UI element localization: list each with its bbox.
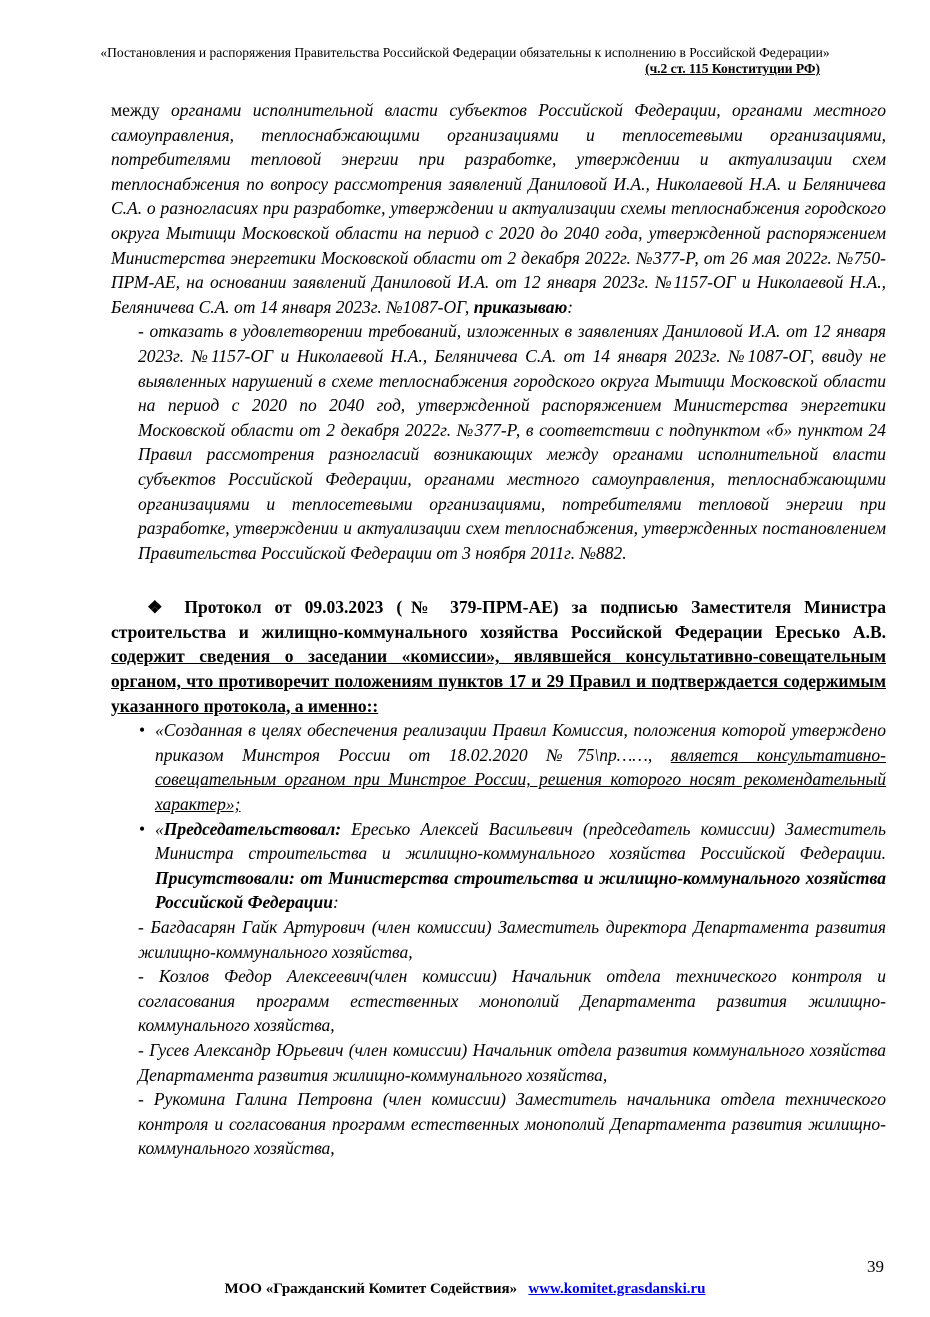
document-body (111, 98, 886, 1161)
footer-org: МОО «Гражданский Комитет Содействия» (224, 1281, 518, 1297)
member-item: - Козлов Федор Алексеевич(член комиссии) Начальник отдела технического контроля и согласования программ естественных монополий Департамента развития жилищно-коммунального хозяйства, (138, 966, 886, 1036)
page-footer (0, 1281, 930, 1298)
chair-label: Председательствовал: (163, 818, 342, 839)
section-protocol (111, 595, 886, 718)
member-item: - Багдасарян Гайк Артурович (член комиссии) Заместитель директора Департамента развития жилищно-коммунального хозяйства, (138, 917, 886, 962)
bullet-icon: • (139, 720, 146, 741)
chair-text: Ересько Алексей Васильевич (председатель комиссии) Заместитель Министра строительства и жилищно-коммунального хозяйства Российской Федерации. (155, 818, 886, 864)
paragraph-preamble (111, 98, 886, 319)
attendees-end: : (333, 892, 339, 913)
paragraph-refusal: - отказать в удовлетворении требований, изложенных в заявлениях Даниловой И.А. от 12 января 2023г. №1157-ОГ и Николаевой Н.А., Беляничева С.А. от 14 января 2023г. №1087-ОГ, ввиду не выявленных нарушений в схеме теплоснабжения городского округа Мытищи Московской области на период с 2020 по 2040 год, утвержденной распоряжением Министерства энергетики Московской области от 2 декабря 2022г. №377-Р, в соответствии с подпунктом «б» пунктом 24 Правил рассмотрения разногласий возникающих между органами исполнительной власти субъектов Российской Федерации, органами местного самоуправления, теплоснабжающими организациями и теплосетевыми организациями, потребителями тепловой энергии при разработке, утверждении и актуализации схем теплоснабжения, утвержденных постановлением Правительства Российской Федерации от 3 ноября 2011г. №882. (138, 321, 886, 563)
page-header-source: (ч.2 ст. 115 Конституции РФ) (645, 61, 820, 76)
protocol-quotes-list (111, 718, 886, 915)
page-header-quote: «Постановления и распоряжения Правительства Российской Федерации обязательны к исполнению в Российской Федерации» (100, 45, 830, 60)
protocol-underlined-text: содержит сведения о заседании «комиссии», являвшейся консультативно-совещательным органом, что противоречит положениям пунктов 17 и 29 Правил и подтверждается содержимым указанного протокола, а именно:: (111, 646, 886, 716)
attendees-label: Присутствовали: от Министерства строительства и жилищно-коммунального хозяйства Российской Федерации (155, 867, 886, 913)
bullet-icon: • (139, 818, 146, 839)
list-item (111, 718, 886, 816)
list-item (111, 817, 886, 915)
quote-underlined: является консультативно-совещательным органом при Минстрое России, решения которого носят рекомендательный характер»; (155, 744, 886, 815)
quote-text: «Созданная в целях обеспечения реализации Правил Комиссия, положения которой утверждено приказом Минстроя России от 18.02.2020 №75\пр……, (155, 720, 886, 765)
page-number: 39 (867, 1257, 884, 1276)
preamble-lead: между (111, 100, 171, 120)
footer-website-link[interactable]: www.komitet.grasdanski.ru (528, 1281, 706, 1297)
preamble-end: : (567, 296, 574, 317)
protocol-plain-text: Протокол от 09.03.2023 (№ 379-ПРМ-АЕ) за подписью Заместителя Министра строительства и жилищно-коммунального хозяйства Российской Федерации Ересько А.В. (111, 597, 886, 642)
preamble-order-word: приказываю (473, 296, 568, 317)
member-item: - Рукомина Галина Петровна (член комиссии) Заместитель начальника отдела технического контроля и согласования программ естественных монополий Департамента развития жилищно-коммунального хозяйства, (138, 1089, 886, 1159)
member-item: - Гусев Александр Юрьевич (член комиссии) Начальник отдела развития коммунального хозяйства Департамента развития жилищно-коммунального хозяйства, (138, 1039, 886, 1085)
preamble-text: органами исполнительной власти субъектов Российской Федерации, органами местного самоуправления, теплоснабжающими организациями и теплосетевыми организациями, потребителями тепловой энергии при разработке, утверждении и актуализации схем теплоснабжения по вопросу рассмотрения заявлений Даниловой И.А., Николаевой Н.А. и Беляничева С.А. о разногласиях при разработке, утверждении и актуализации схемы теплоснабжения городского округа Мытищи Московской области на период с 2020 до 2040 года, утвержденной распоряжением Министерства энергетики Московской области от 2 декабря 2022г. №377-Р, от 26 мая 2022г. №750-ПРМ-АЕ, на основании заявлений Даниловой И.А. от 12 января 2023г. №1157-ОГ и Николаевой Н.А., Беляничева С.А. от 14 января 2023г. №1087-ОГ, (111, 100, 886, 317)
quote-open: « (155, 818, 164, 839)
diamond-bullet-icon: ❖ (147, 597, 172, 618)
